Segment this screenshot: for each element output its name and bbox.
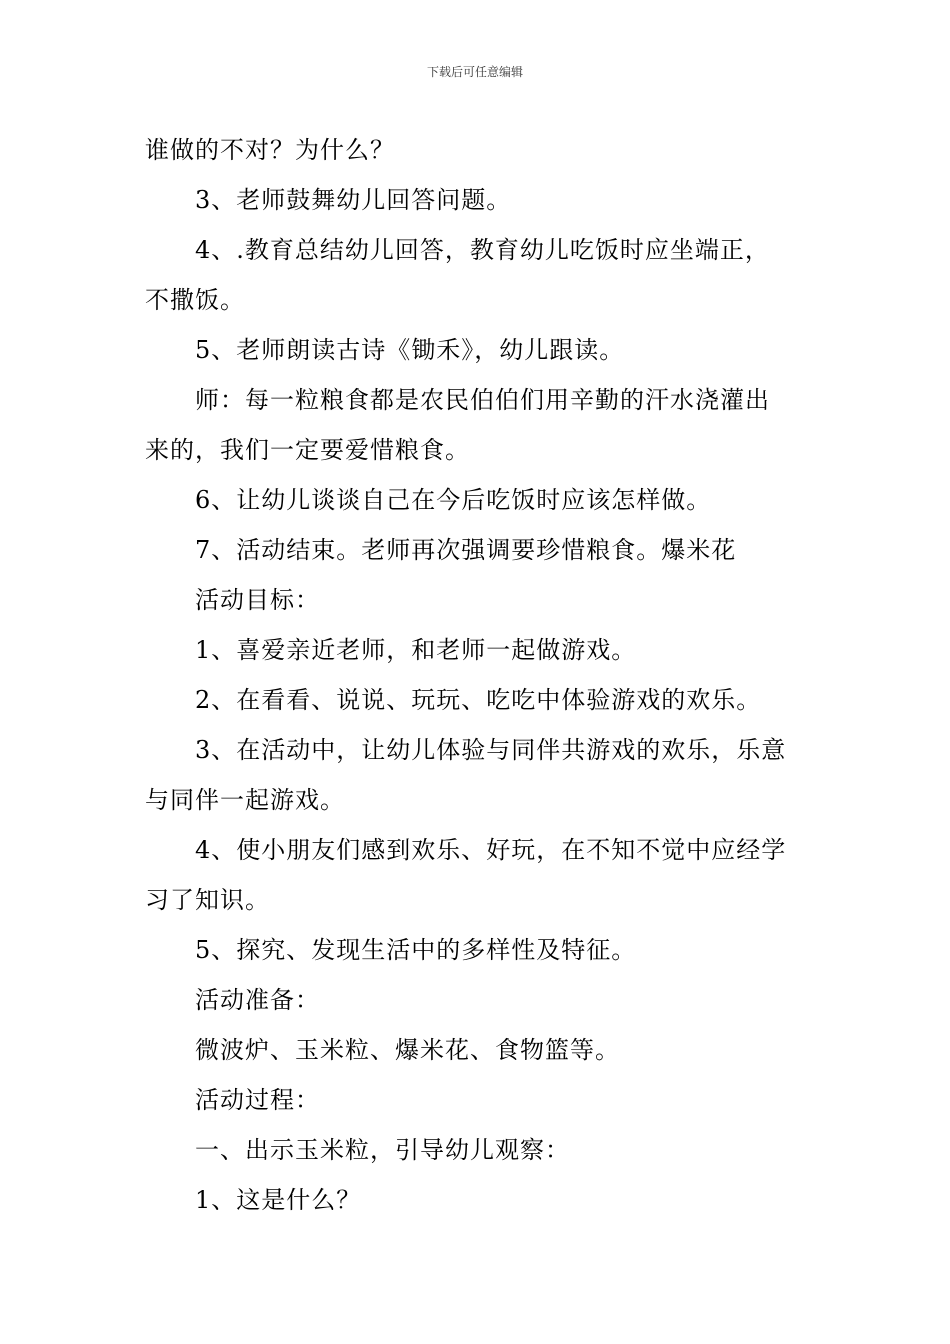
paragraph [145,925,809,975]
paragraph [145,675,809,725]
paragraph-line: 谁做的不对？为什么？ [145,136,395,164]
paragraph [145,575,809,625]
paragraph-line: 4、.教育总结幼儿回答，教育幼儿吃饭时应坐端正， [195,236,770,264]
paragraph [145,625,809,675]
paragraph [145,325,809,375]
paragraph-line: 3、老师鼓舞幼儿回答问题。 [195,186,512,214]
paragraph-line: 5、老师朗读古诗《锄禾》，幼儿跟读。 [195,336,625,364]
paragraph [145,1075,809,1125]
paragraph [145,175,809,225]
paragraph-line: 4、使小朋友们感到欢乐、好玩，在不知不觉中应经学 [195,836,787,864]
paragraph-line: 5、探究、发现生活中的多样性及特征。 [195,936,637,964]
paragraph [145,725,809,825]
paragraph-line: 微波炉、玉米粒、爆米花、食物篮等。 [195,1036,620,1064]
paragraph-line: 7、活动结束。老师再次强调要珍惜粮食。爆米花 [195,536,737,564]
paragraph-line: 1、喜爱亲近老师，和老师一起做游戏。 [195,636,637,664]
paragraph [145,125,809,175]
paragraph [145,825,809,925]
paragraph-line: 活动准备： [195,986,320,1014]
paragraph [145,225,809,325]
paragraph [145,1025,809,1075]
paragraph-line: 3、在活动中，让幼儿体验与同伴共游戏的欢乐，乐意 [195,736,787,764]
page-header: 下载后可任意编辑 [426,65,523,79]
paragraph-line: 习了知识。 [145,886,270,914]
paragraph-line: 不撒饭。 [145,286,245,314]
paragraph-line: 活动目标： [195,586,320,614]
paragraph-line: 6、让幼儿谈谈自己在今后吃饭时应该怎样做。 [195,486,712,514]
paragraph-line: 1、这是什么？ [195,1186,362,1214]
paragraph [145,1175,809,1225]
paragraph-line: 一、出示玉米粒，引导幼儿观察： [195,1136,570,1164]
paragraph-line: 师：每一粒粮食都是农民伯伯们用辛勤的汗水浇灌出 [195,386,770,414]
paragraph [145,375,809,475]
paragraph-line: 2、在看看、说说、玩玩、吃吃中体验游戏的欢乐。 [195,686,762,714]
paragraph [145,475,809,525]
paragraph [145,975,809,1025]
paragraph [145,525,809,575]
paragraph-line: 活动过程： [195,1086,320,1114]
document-body [145,125,809,1225]
paragraph [145,1125,809,1175]
paragraph-line: 与同伴一起游戏。 [145,786,345,814]
paragraph-line: 来的，我们一定要爱惜粮食。 [145,436,470,464]
